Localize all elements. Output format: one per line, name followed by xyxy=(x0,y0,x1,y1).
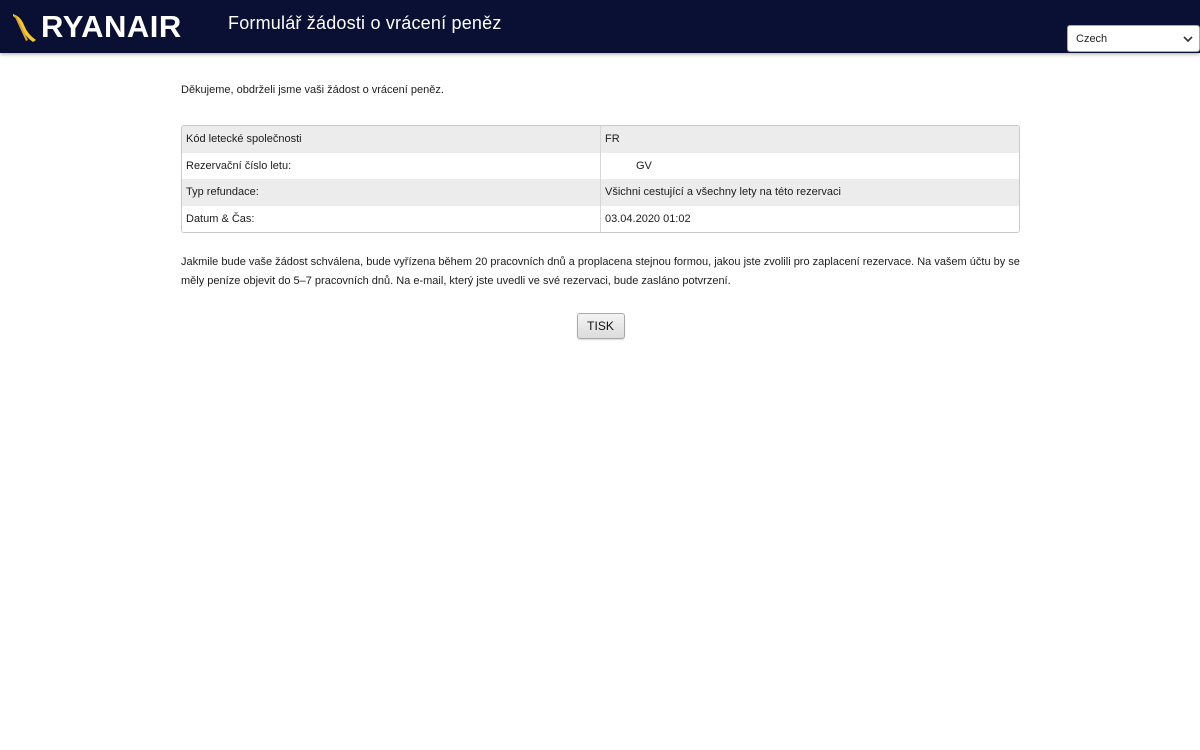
row-label: Rezervační číslo letu: xyxy=(182,153,601,180)
print-button-container xyxy=(181,313,1020,339)
brand-name: RYANAIR xyxy=(41,9,182,44)
table-row xyxy=(182,179,1019,206)
row-label: Kód letecké společnosti xyxy=(182,126,601,153)
language-select-value: Czech xyxy=(1076,32,1108,45)
table-row xyxy=(182,153,1019,180)
page-title: Formulář žádosti o vrácení peněz xyxy=(228,13,502,33)
row-value: 03.04.2020 01:02 xyxy=(605,212,691,225)
top-header-bar xyxy=(0,0,1200,53)
row-value: GV xyxy=(636,159,652,172)
ryanair-logo[interactable] xyxy=(10,9,182,45)
row-value: Všichni cestující a všechny lety na této rezervaci xyxy=(605,186,841,199)
chevron-down-icon xyxy=(1180,31,1196,47)
table-row xyxy=(182,126,1019,153)
confirmation-message: Děkujeme, obdrželi jsme vaši žádost o vrácení peněz. xyxy=(181,84,444,96)
row-value: FR xyxy=(605,133,620,146)
language-select[interactable] xyxy=(1067,25,1200,52)
table-row xyxy=(182,206,1019,233)
processing-note: Jakmile bude vaše žádost schválena, bude vyřízena během 20 pracovních dnů a proplacena stejnou formou, jakou jste zvolili pro zaplacení rezervace. Na vašem účtu by se měly peníze objevit do 5–7 pracovních dnů. Na e-mail, který jste uvedli ve své rezervaci, bude zasláno potvrzení. xyxy=(181,256,1020,287)
main-content xyxy=(181,83,1020,339)
refund-summary-table xyxy=(181,125,1020,233)
harp-icon xyxy=(10,11,40,43)
row-label: Datum & Čas: xyxy=(182,206,601,233)
row-label: Typ refundace: xyxy=(182,179,601,206)
print-button[interactable]: TISK xyxy=(577,313,625,339)
